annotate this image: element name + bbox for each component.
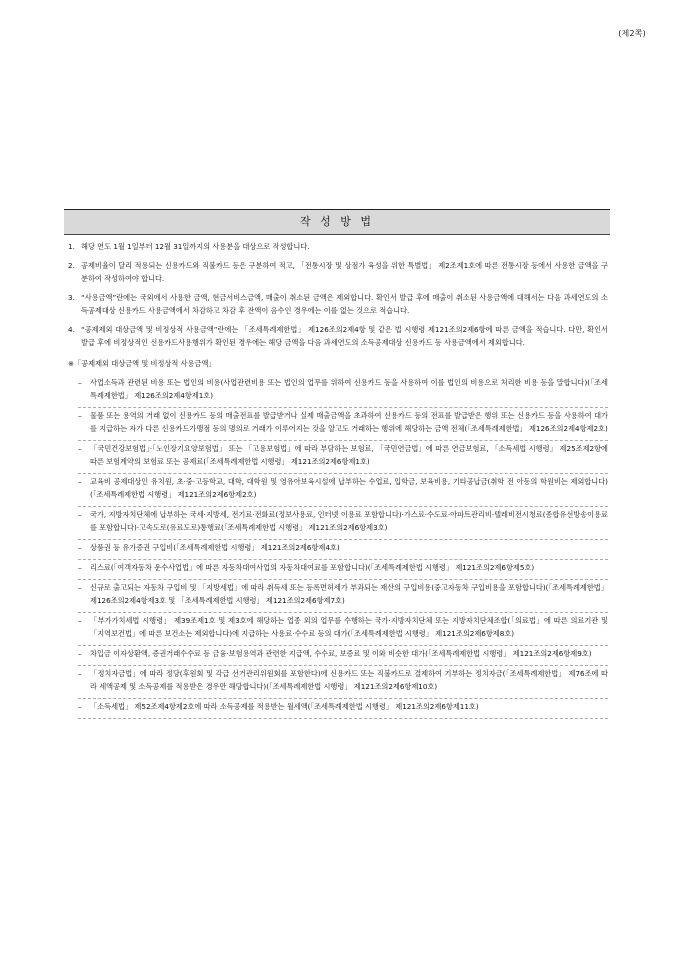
dash-marker: – bbox=[78, 477, 82, 486]
exclusion-list bbox=[64, 375, 610, 719]
dash-marker: – bbox=[78, 669, 82, 678]
exclusion-item bbox=[78, 474, 608, 507]
exclusion-text: 물품 또는 용역의 거래 없이 신용카드 등의 매출전표를 발급받거나 실제 매출금액을 초과하여 신용카드 등의 전표를 발급받은 행위 또는 신용카드 등을 사용하여 대가를 지급하는 자가 다른 신용카드가맹점 등의 명의로 거래가 이루어지는 것을 알고도 거래하는 행위에 해당하는 금액 전체(「조세특례제한법」 제126조의2제4항제2호) bbox=[90, 411, 608, 433]
exclusion-text: 사업소득과 관련된 비용 또는 법인의 비용(사업관련비용 또는 법인의 업무를 위하여 신용카드 등을 사용하여 이를 법인의 비용으로 처리한 비용 등을 말합니다)(「조세특례제한법」 제126조의2제4항제1호) bbox=[90, 378, 608, 400]
exclusion-text: 교육비 공제대상인 유치원, 초·중·고등학교, 대학, 대학원 및 영유아보육시설에 납부하는 수업료, 입학금, 보육비용, 기타공납금(취학 전 아동의 학원비는 제외합니다)(「조세특례제한법 시행령」 제121조의2제6항제2호) bbox=[90, 477, 608, 499]
instruction-number: 3. bbox=[68, 293, 75, 302]
instruction-text: “사용금액”란에는 국외에서 사용한 금액, 현금서비스금액, 매출이 취소된 금액은 제외합니다. 확인서 발급 후에 매출이 취소된 사용금액에 대해서는 다음 과세연도의 소득공제대상 신용카드 사용금액에서 차감하고 차감 후 잔액이 음수인 경우에는 이를 없는 것으로 적습니다. bbox=[81, 293, 608, 315]
exclusion-text: 신규로 출고되는 자동차 구입비 및 「지방세법」에 따라 취득세 또는 등록면허세가 부과되는 재산의 구입비용(중고자동차 구입비용을 포함합니다)(「조세특례제한법」 제126조의2제4항제3호 및 「조세특례제한법 시행령」 제121조의2제6항제7호) bbox=[90, 583, 608, 605]
exclusion-item bbox=[78, 507, 608, 540]
dash-marker: – bbox=[78, 583, 82, 592]
dash-marker: – bbox=[78, 411, 82, 420]
instructions-section bbox=[64, 209, 610, 719]
exclusion-item bbox=[78, 375, 608, 408]
instruction-item bbox=[68, 240, 608, 253]
instruction-item bbox=[68, 291, 608, 317]
dash-marker: – bbox=[78, 444, 82, 453]
exclusion-text: 「소득세법」 제52조제4항제2호에 따라 소득공제를 적용받는 월세액(「조세특례제한법 시행령」 제121조의2제6항제11호) bbox=[90, 702, 479, 711]
instruction-list bbox=[64, 235, 610, 349]
exclusion-item bbox=[78, 613, 608, 646]
instruction-item bbox=[68, 323, 608, 349]
dash-marker: – bbox=[78, 616, 82, 625]
exclusion-text: 「정치자금법」에 따라 정당(후원회 및 각급 선거관리위원회를 포함한다)에 신용카드 또는 직불카드로 결제하여 기부하는 정치자금(「조세특례제한법」 제76조에 따라 세액공제 및 소득공제를 적용받은 경우만 해당합니다)(「조세특례제한법 시행령」 제121조의2제6항제10호) bbox=[90, 669, 608, 691]
note-heading: ※「공제제외 대상금액 및 비정상적 사용금액」 bbox=[68, 359, 216, 368]
instruction-text: 공제비율이 달리 적용되는 신용카드와 직불카드 등은 구분하여 적고, 「전통시장 및 상점가 육성을 위한 특별법」 제2조제1호에 따른 전통시장 등에서 사용한 금액을 구분하여 작성하여야 합니다. bbox=[81, 261, 608, 283]
instruction-number: 1. bbox=[68, 242, 75, 251]
exclusion-item bbox=[78, 441, 608, 474]
dash-marker: – bbox=[78, 378, 82, 387]
dash-marker: – bbox=[78, 702, 82, 711]
dash-marker: – bbox=[78, 543, 82, 552]
instruction-number: 2. bbox=[68, 261, 75, 270]
exclusion-item bbox=[78, 580, 608, 613]
instruction-text: 해당 연도 1월 1일부터 12월 31일까지의 사용분을 대상으로 작성합니다. bbox=[81, 242, 310, 251]
exclusion-text: 「부가가치세법 시행령」 제39조제1호 및 제3호에 해당하는 업종 외의 업무를 수행하는 국가·지방자치단체 또는 지방자치단체조합(「의료법」에 따른 의료기관 및 「지역보건법」에 따른 보건소는 제외합니다)에 지급하는 사용료·수수료 등의 대가(「조세특례제한법 시행령」 제121조의2제6항제8호) bbox=[90, 616, 608, 638]
dash-marker: – bbox=[78, 649, 82, 658]
dash-marker: – bbox=[78, 563, 82, 572]
dash-marker: – bbox=[78, 510, 82, 519]
exclusion-text: 차입금 이자상환액, 증권거래수수료 등 금융·보험용역과 관련한 지급액, 수수료, 보증료 및 이와 비슷한 대가(「조세특례제한법 시행령」 제121조의2제6항제9호) bbox=[90, 649, 592, 658]
instruction-item bbox=[68, 259, 608, 285]
exclusion-item bbox=[78, 408, 608, 441]
exclusion-text: 「국민건강보험법」·「노인장기요양보험법」 또는 「고용보험법」에 따라 부담하는 보험료, 「국민연금법」에 따른 연금보험료, 「소득세법 시행령」 제25조제2항에 따른 보험계약의 보험료 또는 공제료(「조세특례제한법 시행령」 제121조의2제6항제1호) bbox=[90, 444, 608, 466]
exclusion-item bbox=[78, 560, 608, 580]
exclusion-item bbox=[78, 646, 608, 666]
instruction-text: “공제제외 대상금액 및 비정상적 사용금액”란에는 「조세특례제한법」 제126조의2제4항 및 같은 법 시행령 제121조의2제6항에 따른 금액을 적습니다. 다만, 확인서 발급 후에 비정상적인 신용카드사용행위가 확인된 경우에는 해당 금액을 다음 과세연도의 소득공제대상 신용카드 등 사용금액에서 제외합니다. bbox=[81, 325, 608, 347]
exclusion-item bbox=[78, 699, 608, 719]
section-title: 작 성 방 법 bbox=[64, 210, 610, 235]
page-number-tag: (제2쪽) bbox=[618, 29, 646, 38]
exclusion-text: 국가, 지방자치단체에 납부하는 국세·지방세, 전기료·전화료(정보사용료, 인터넷 이용료 포함합니다)·가스료·수도료·아파트관리비·텔레비전시청료(종합유선방송이용료를 포함합니다)·고속도로(유료도로)통행료(「조세특례제한법 시행령」 제121조의2제6항제3호) bbox=[90, 510, 608, 532]
exclusion-text: 리스료(「여객자동차 운수사업법」에 따른 자동차대여사업의 자동차대여료를 포함합니다)(「조세특례제한법 시행령」 제121조의2제6항제5호) bbox=[90, 563, 535, 572]
exclusion-item bbox=[78, 540, 608, 560]
exclusion-text: 상품권 등 유가증권 구입비(「조세특례제한법 시행령」 제121조의2제6항제4호) bbox=[90, 543, 340, 552]
instruction-number: 4. bbox=[68, 325, 75, 334]
exclusion-item bbox=[78, 666, 608, 699]
